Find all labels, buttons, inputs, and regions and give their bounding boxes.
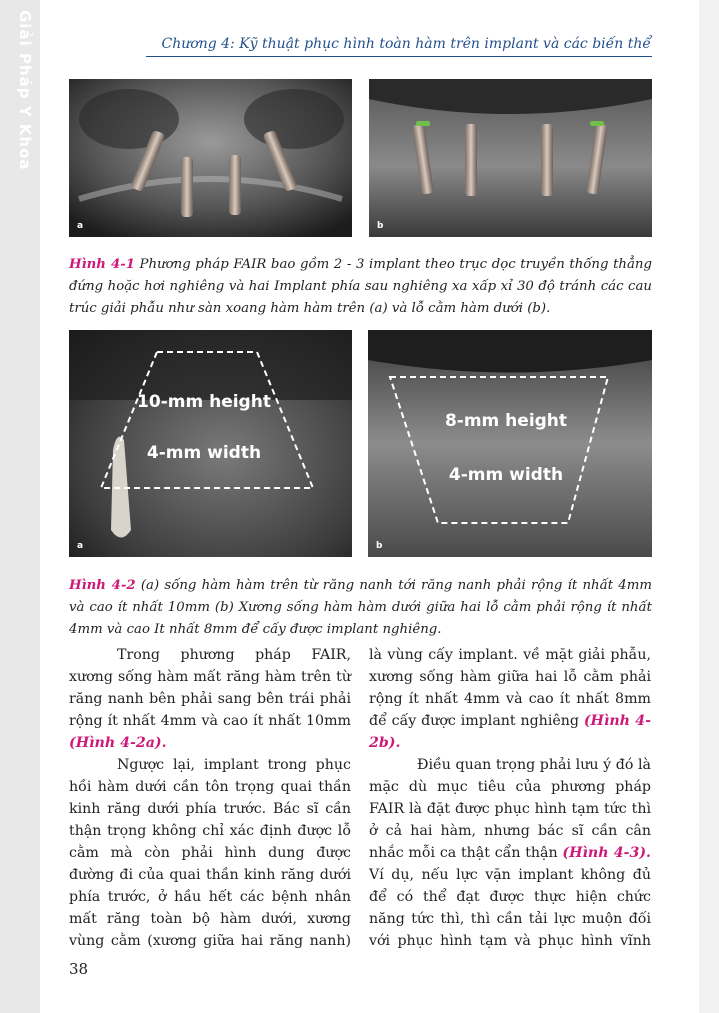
paragraph-text: là vùng cấy implant. về mặt giải phẫu, xương sống hàm giữa hai lỗ cằm phải rộng ít nhất 4mm và cao ít nhất 8mm để cấy được implant nghiêng bbox=[369, 647, 651, 729]
paragraph-text: Điều quan trọng phải lưu ý đó là mặc dù mục tiêu của phương pháp FAIR là đặt được phục hình tạm tức thì ở cả hai hàm, nhưng bác sĩ cần cân nhắc mỗi ca thật cẩn thận bbox=[369, 757, 651, 861]
figure-4-1a-xray bbox=[69, 79, 352, 237]
paragraph bbox=[69, 644, 351, 754]
chapter-header: Chương 4: Kỹ thuật phục hình toàn hàm trên implant và các biến thể bbox=[161, 36, 651, 52]
panel-label: b bbox=[376, 541, 383, 551]
figure-4-1-caption bbox=[69, 254, 652, 320]
paragraph bbox=[369, 754, 651, 952]
paragraph: Ngược lại, implant trong phục hồi hàm dưới cần tôn trọng quai thần kinh răng dưới phía trước. Bác sĩ cần thận trọng không chỉ xác định được lỗ cằm mà còn phải hình dung được đường đi của quai thần kinh răng dưới phía trước, ở hầu hết các bệnh nhân mất răng toàn bộ hàm dưới, xương vùng cằm (xương giữa hai răng nanh) bbox=[69, 757, 351, 949]
panel-label: a bbox=[77, 541, 84, 551]
width-label: 4-mm width bbox=[146, 443, 262, 463]
paragraph-text: Ví dụ, nếu lực vặn implant không đủ để có thể đạt được thực hiện chức năng tức thì, thì cần tải lực muộn đối với phục hình tạm và phục hình vĩnh bbox=[369, 867, 651, 949]
figure-reference: (Hình 4-2a). bbox=[69, 735, 167, 751]
right-edge bbox=[699, 0, 719, 1013]
panel-label: b bbox=[377, 221, 384, 231]
side-title: Giải Pháp Y Khoa bbox=[16, 10, 34, 171]
figure-4-2b-xray bbox=[368, 330, 652, 557]
xray-image-4-1b bbox=[369, 79, 652, 237]
caption-text: (a) sống hàm hàm trên từ răng nanh tới răng nanh phải rộng ít nhất 4mm và cao ít nhất 10mm (b) Xương sống hàm hàm dưới giữa hai lỗ cằm phải rộng ít nhất 4mm và cao It nhất 8mm để cấy được implant nghiêng. bbox=[69, 578, 652, 637]
figure-reference: (Hình 4-3). bbox=[562, 845, 651, 861]
side-tab bbox=[0, 0, 40, 1013]
header-rule bbox=[146, 56, 652, 57]
figure-4-1b-xray bbox=[369, 79, 652, 237]
caption-label: Hình 4-1 bbox=[69, 257, 135, 272]
figure-reference: (Hình 4-2b). bbox=[369, 713, 652, 751]
xray-image-4-2b bbox=[368, 330, 652, 557]
height-label: 8-mm height bbox=[444, 411, 568, 431]
caption-text: Phương pháp FAIR bao gồm 2 - 3 implant theo trục dọc truyền thống thẳng đứng hoặc hơi nghiêng và hai Implant phía sau nghiêng xa xấp xỉ 30 độ tránh các cau trúc giải phẫu như sàn xoang hàm hàm trên (a) và lỗ cằm hàm dưới (b). bbox=[69, 257, 652, 316]
figure-4-2-caption bbox=[69, 575, 652, 641]
paragraph bbox=[369, 644, 651, 754]
width-label: 4-mm width bbox=[448, 465, 564, 485]
left-column bbox=[69, 644, 351, 952]
panel-label: a bbox=[77, 221, 84, 231]
xray-image-4-1a bbox=[69, 79, 352, 237]
paragraph-text: Trong phương pháp FAIR, xương sống hàm mất răng hàm trên từ răng nanh bên phải sang bên trái phải rộng ít nhất 4mm và cao ít nhất 10mm bbox=[69, 647, 351, 729]
right-column bbox=[369, 644, 651, 952]
xray-image-4-2a bbox=[69, 330, 352, 557]
height-label: 10-mm height bbox=[137, 392, 271, 412]
figure-4-2a-xray bbox=[69, 330, 352, 557]
caption-label: Hình 4-2 bbox=[69, 578, 136, 593]
page-number: 38 bbox=[69, 960, 89, 978]
